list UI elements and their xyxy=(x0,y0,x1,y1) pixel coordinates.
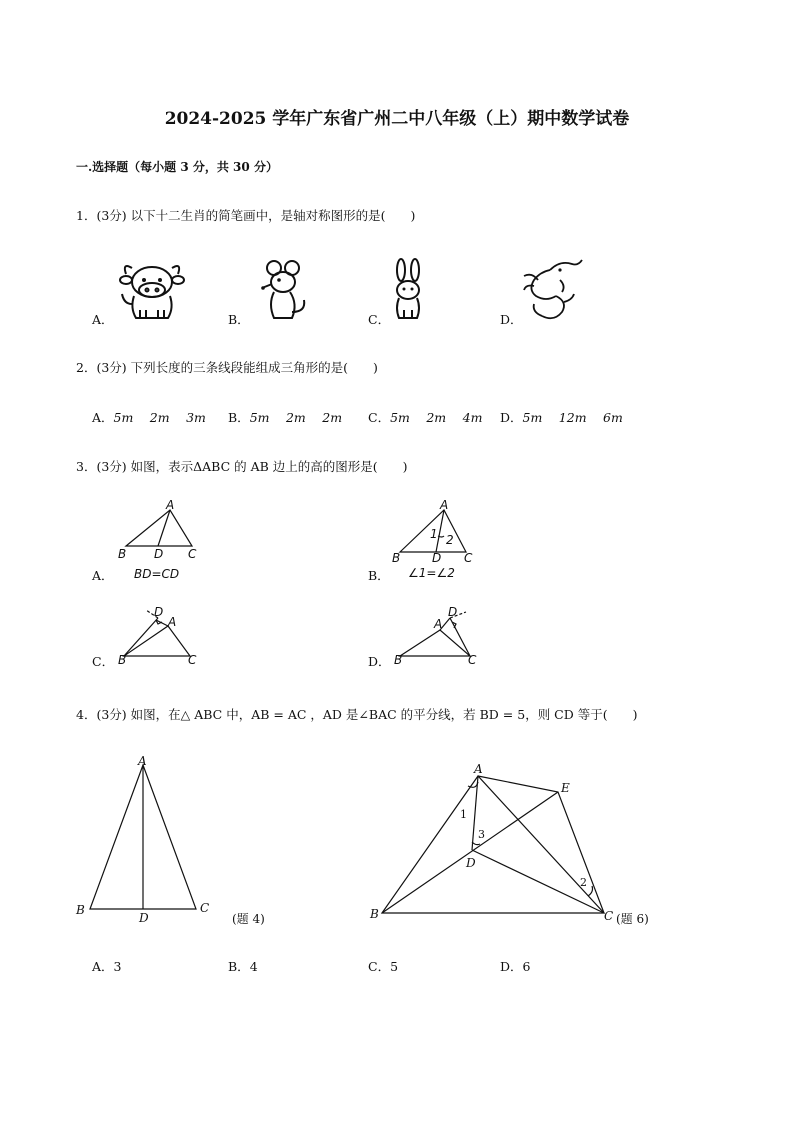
label-3: 3 xyxy=(478,828,485,841)
q2-option-c-label: C． xyxy=(368,410,391,425)
rabbit-icon xyxy=(388,258,428,322)
q1-option-c-label: C． xyxy=(368,312,391,327)
q2-option-a-label: A． xyxy=(92,410,114,425)
q1-option-a-label: A． xyxy=(92,312,114,327)
q3-option-b-label: B． xyxy=(368,568,390,583)
label-a: A xyxy=(440,498,449,512)
q2-option-b xyxy=(228,408,342,426)
q3-figure-b xyxy=(390,498,480,580)
q4-option-b xyxy=(228,957,258,975)
label-c: C xyxy=(604,909,614,923)
label-e: E xyxy=(561,781,570,795)
label-2: 2 xyxy=(580,876,587,889)
caption-bd-cd: BD=CD xyxy=(134,567,180,581)
question-4-stem: 4．(3分) 如图，在△ ABC 中，AB = AC ，AD 是∠BAC 的平分线，若 BD = 5，则 CD 等于( ) xyxy=(76,707,638,722)
question-3-stem: 3．(3分) 如图，表示ΔABC 的 AB 边上的高的图形是( ) xyxy=(76,459,408,474)
q4-option-d xyxy=(500,957,530,975)
q2-option-a-text: 5m 2m 3m xyxy=(113,410,206,425)
label-a: A xyxy=(168,615,177,629)
label-c: C xyxy=(468,653,477,667)
label-c: C xyxy=(464,551,473,565)
label-c: C xyxy=(188,653,197,667)
q4-option-a-label: A． xyxy=(92,959,114,974)
q3-option-c-label: C． xyxy=(92,654,115,669)
ox-icon xyxy=(114,260,190,322)
label-c: C xyxy=(200,901,210,915)
label-c: C xyxy=(188,547,197,561)
q3-option-d-label: D． xyxy=(368,654,391,669)
q2-option-c-text: 5m 2m 4m xyxy=(390,410,483,425)
q4-option-b-label: B． xyxy=(228,959,250,974)
mouse-icon xyxy=(250,258,314,322)
label-a: A xyxy=(166,498,175,512)
dragon-icon xyxy=(520,256,588,324)
q2-option-c xyxy=(368,408,482,426)
label-1: 1 xyxy=(460,808,467,821)
label-d: D xyxy=(448,605,458,619)
q4-option-c xyxy=(368,957,398,975)
label-d: D xyxy=(154,605,164,619)
q4-option-c-label: C． xyxy=(368,959,391,974)
label-d: D xyxy=(432,551,442,565)
caption-angle: ∠1=∠2 xyxy=(408,566,455,580)
label-b: B xyxy=(394,653,403,667)
question-1-stem: 1．(3分) 以下十二生肖的简笔画中，是轴对称图形的是( ) xyxy=(76,208,416,223)
q4-option-a xyxy=(92,957,121,975)
q2-option-b-label: B． xyxy=(228,410,250,425)
figure-problem-4 xyxy=(76,752,276,928)
page-title: 2024-2025 学年广东省广州二中八年级（上）期中数学试卷 xyxy=(164,109,630,129)
q2-option-b-text: 5m 2m 2m xyxy=(249,410,343,425)
label-d: D xyxy=(154,547,164,561)
section-heading: 一.选择题（每小题 3 分，共 30 分） xyxy=(76,160,278,174)
label-d: D xyxy=(466,856,476,870)
q3-figure-a xyxy=(114,496,204,584)
q4-option-d-label: D． xyxy=(500,959,523,974)
question-2-stem: 2．(3分) 下列长度的三条线段能组成三角形的是( ) xyxy=(76,360,378,375)
label-2: 2 xyxy=(446,533,454,547)
label-b: B xyxy=(392,551,401,565)
label-a: A xyxy=(474,762,483,776)
label-b: B xyxy=(118,653,127,667)
label-b: B xyxy=(370,907,379,921)
q4-option-b-text: 4 xyxy=(249,959,258,974)
label-d: D xyxy=(139,911,149,925)
q3-figure-d xyxy=(390,604,486,666)
q2-option-a xyxy=(92,408,206,426)
figure-4-caption: (题 4) xyxy=(232,912,265,926)
q2-option-d-label: D． xyxy=(500,410,523,425)
q3-figure-c xyxy=(114,604,206,666)
q3-option-a-label: A． xyxy=(92,568,114,583)
figure-6-caption: (题 6) xyxy=(616,912,649,926)
label-a: A xyxy=(138,754,147,768)
q4-option-a-text: 3 xyxy=(113,959,122,974)
label-b: B xyxy=(118,547,127,561)
figure-problem-6 xyxy=(364,756,624,922)
q4-option-d-text: 6 xyxy=(522,959,531,974)
label-1: 1 xyxy=(430,527,438,541)
label-a: A xyxy=(434,617,443,631)
q2-option-d xyxy=(500,408,623,426)
q2-option-d-text: 5m 12m 6m xyxy=(522,410,623,425)
label-b: B xyxy=(76,903,85,917)
q1-option-b-label: B． xyxy=(228,312,250,327)
q4-option-c-text: 5 xyxy=(390,959,399,974)
q1-option-d-label: D． xyxy=(500,312,523,327)
